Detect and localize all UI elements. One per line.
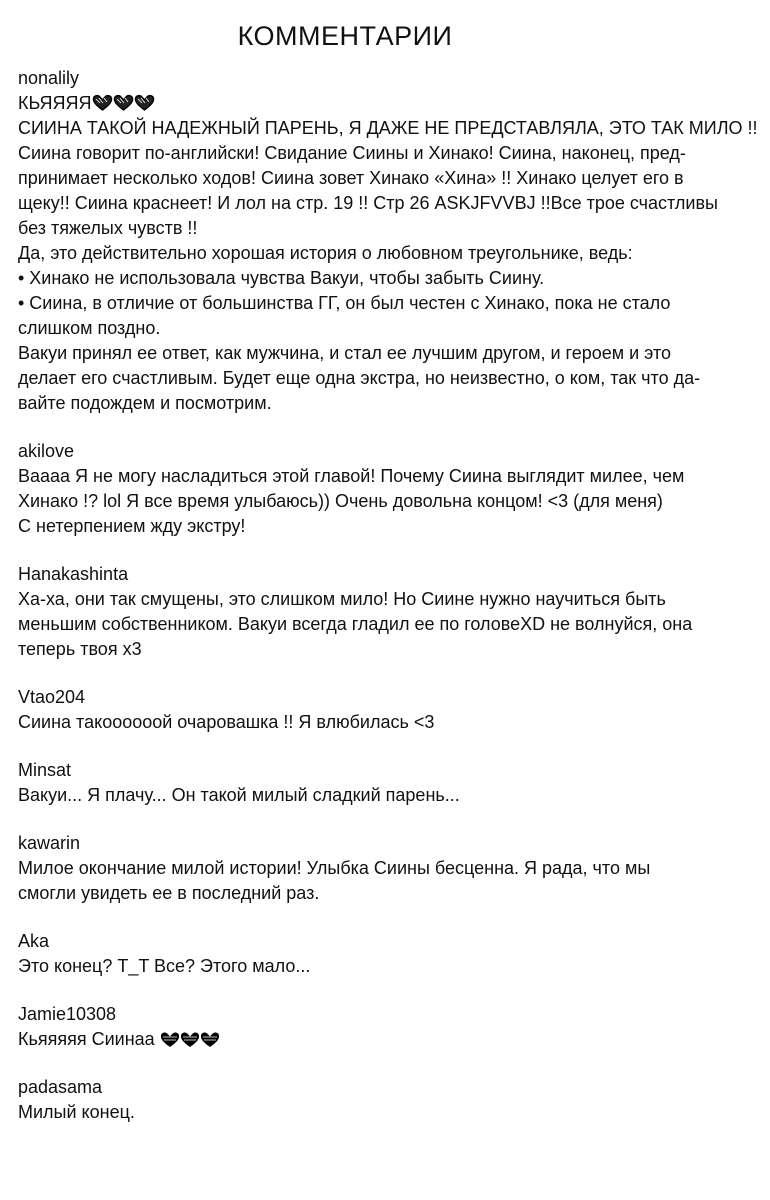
comment-text-line — [18, 191, 758, 216]
comment-text: принимает несколько ходов! Сиина зовет Хинако «Хина» !! Хинако целует его в — [18, 168, 684, 188]
comment-text: КЬЯЯЯЯ — [18, 93, 92, 113]
comment-text: Это конец? T_T Все? Этого мало... — [18, 956, 311, 976]
black-heart-icon — [180, 1031, 200, 1048]
comment-text-line — [18, 856, 758, 881]
black-heart-icon — [200, 1031, 220, 1048]
comment-author: Minsat — [18, 760, 72, 780]
comment-author: padasama — [18, 1077, 103, 1097]
comment — [18, 66, 758, 416]
comment-text-line — [18, 341, 758, 366]
page-title: КОММЕНТАРИИ — [237, 21, 453, 51]
comment-text-line — [18, 612, 758, 637]
comment-text: делает его счастливым. Будет еще одна экстра, но неизвестно, о ком, так что да- — [18, 368, 701, 388]
comment-text: • Хинако не использовала чувства Вакуи, чтобы забыть Сиину. — [18, 268, 545, 288]
black-heart-icon — [160, 1031, 180, 1048]
comment — [18, 562, 758, 662]
comment-text-line — [18, 366, 758, 391]
comment-text-line — [18, 881, 758, 906]
comment-text: • Сиина, в отличие от большинства ГГ, он был честен с Хинако, пока не стало — [18, 293, 671, 313]
comment-text: СИИНА ТАКОЙ НАДЕЖНЫЙ ПАРЕНЬ, Я ДАЖЕ НЕ ПРЕДСТАВЛЯЛА, ЭТО ТАК МИЛО !! — [18, 118, 758, 138]
comment — [18, 1075, 758, 1125]
comment-text-line — [18, 391, 758, 416]
comment — [18, 685, 758, 735]
comment-text-line — [18, 637, 758, 662]
comment-text-line — [18, 1027, 758, 1052]
comment-list — [18, 66, 758, 1148]
comment-text-line — [18, 141, 758, 166]
comment-text: меньшим собственником. Вакуи всегда гладил ее по головеXD не волнуйся, она — [18, 614, 693, 634]
comment-text-line — [18, 710, 758, 735]
comment-text: Да, это действительно хорошая история о любовном треугольнике, ведь: — [18, 243, 633, 263]
comment-text: Хинако !? lol Я все время улыбаюсь)) Очень довольна концом! <3 (для меня) — [18, 491, 663, 511]
comment — [18, 929, 758, 979]
comment-text: Милый конец. — [18, 1102, 135, 1122]
comment-text-line — [18, 116, 758, 141]
comment — [18, 439, 758, 539]
comment-text-line — [18, 266, 758, 291]
comment — [18, 758, 758, 808]
comment — [18, 831, 758, 906]
comment-text: С нетерпением жду экстру! — [18, 516, 246, 536]
comment-text: Сиина говорит по-английски! Свидание Сиины и Хинако! Сиина, наконец, пред- — [18, 143, 686, 163]
comment-text-line — [18, 514, 758, 539]
comment-author: Hanakashinta — [18, 564, 129, 584]
comment-text-line — [18, 1100, 758, 1125]
comment-text-line — [18, 91, 758, 116]
comment-text: Вaaaa Я не могу насладиться этой главой! Почему Сиина выглядит милее, чем — [18, 466, 685, 486]
comment-author: Jamie10308 — [18, 1004, 117, 1024]
hand-drawn-heart-icon — [113, 94, 134, 112]
comment-text-line — [18, 166, 758, 191]
comment-text: Милое окончание милой истории! Улыбка Сиины бесценна. Я рада, что мы — [18, 858, 651, 878]
hand-drawn-heart-icon — [92, 94, 113, 112]
comment-text-line — [18, 783, 758, 808]
comment-text: теперь твоя x3 — [18, 639, 142, 659]
comment-text-line — [18, 464, 758, 489]
comment-text-line — [18, 216, 758, 241]
comment-text-line — [18, 587, 758, 612]
comment-author: akilove — [18, 441, 75, 461]
comment-text-line — [18, 241, 758, 266]
comment-text: смогли увидеть ее в последний раз. — [18, 883, 320, 903]
comment-text-line — [18, 291, 758, 316]
comment-author: Aka — [18, 931, 50, 951]
comment-text: щеку!! Сиина краснеет! И лол на стр. 19 !! Стр 26 ASKJFVVBJ !!Все трое счастливы — [18, 193, 718, 213]
comment-text-line — [18, 316, 758, 341]
comment-author: nonalily — [18, 68, 80, 88]
comment-text: слишком поздно. — [18, 318, 161, 338]
comment — [18, 1002, 758, 1052]
comment-text: Кьяяяяя Сиинаа — [18, 1029, 155, 1049]
comment-text: Вакуи... Я плачу... Он такой милый сладкий парень... — [18, 785, 460, 805]
comment-text: Сиина такоооооой очаровашка !! Я влюбилась <3 — [18, 712, 435, 732]
comment-text: без тяжелых чувств !! — [18, 218, 198, 238]
comment-text: Вакуи принял ее ответ, как мужчина, и стал ее лучшим другом, и героем и это — [18, 343, 672, 363]
comment-text-line — [18, 489, 758, 514]
hand-drawn-heart-icon — [134, 94, 155, 112]
comment-text-line — [18, 954, 758, 979]
comment-author: kawarin — [18, 833, 81, 853]
comment-text: Ха-ха, они так смущены, это слишком мило! Но Сиине нужно научиться быть — [18, 589, 666, 609]
comment-author: Vtao204 — [18, 687, 86, 707]
comment-text: вайте подождем и посмотрим. — [18, 393, 272, 413]
